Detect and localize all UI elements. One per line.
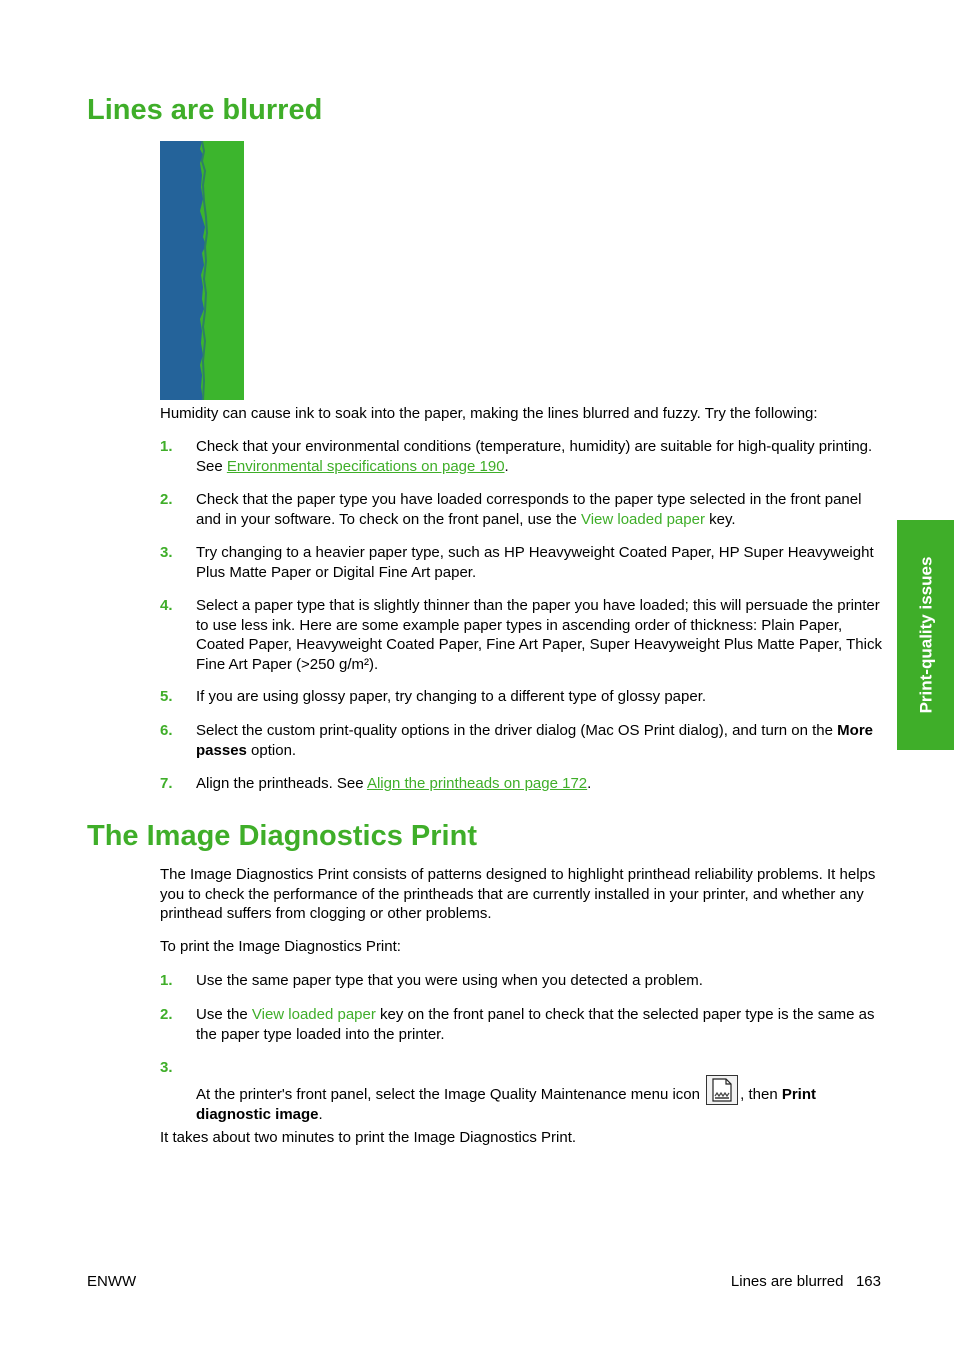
step-number: 4.	[160, 597, 173, 614]
list-item	[160, 687, 885, 707]
section-title-lines-blurred: Lines are blurred	[87, 94, 323, 126]
list-item	[160, 596, 885, 674]
step-number: 3.	[160, 544, 173, 561]
step-text: Use the same paper type that you were using when you detected a problem.	[196, 972, 703, 989]
list-item	[160, 1058, 885, 1125]
step-text: Check that the paper type you have loaded corresponds to the paper type selected in the front panel and in your software. To check on the front panel, use the	[196, 491, 862, 528]
side-tab-label: Print-quality issues	[915, 556, 935, 714]
more-passes-option: More passes	[196, 722, 874, 759]
list-item	[160, 490, 885, 529]
list-item	[160, 543, 885, 582]
step-text-end: .	[318, 1106, 323, 1123]
step-text: If you are using glossy paper, try changing to a different type of glossy paper.	[196, 688, 707, 705]
view-loaded-paper-link[interactable]: View loaded paper	[251, 1006, 376, 1023]
list-item	[160, 971, 885, 991]
align-printheads-link[interactable]: Align the printheads on page 172	[366, 775, 588, 792]
step-text: At the printer's front panel, select the Image Quality Maintenance menu icon	[196, 1086, 705, 1103]
list-item	[160, 1005, 885, 1044]
footer-left: ENWW	[87, 1273, 137, 1290]
step-text-end: key on the front panel to check that the selected paper type is the same as the paper type loaded into the printer.	[196, 1006, 875, 1043]
environmental-specs-link[interactable]: Environmental specifications on page 190	[226, 457, 505, 475]
step-text-end: .	[587, 775, 592, 792]
blurred-line-illustration	[160, 141, 244, 400]
view-loaded-paper-link[interactable]: View loaded paper	[580, 510, 705, 528]
step-number: 6.	[160, 722, 173, 739]
step-text-end: key.	[704, 510, 736, 528]
step-text: Use the	[196, 1006, 252, 1023]
step-number: 1.	[160, 438, 173, 455]
step-number: 1.	[160, 972, 173, 989]
step-text-mid: , then	[740, 1086, 782, 1103]
step-number: 3.	[160, 1059, 173, 1076]
chapter-side-tab	[897, 520, 954, 750]
step-number: 5.	[160, 688, 173, 705]
diagnostics-intro: The Image Diagnostics Print consists of patterns designed to highlight printhead reliability problems. It helps you to check the performance of the printheads that are currently installed in your printer, and whether any printhead suffers from clogging or other problems.	[160, 866, 876, 922]
step-text: Select the custom print-quality options in the driver dialog (Mac OS Print dialog), and turn on the	[196, 722, 838, 739]
diagnostics-lead: To print the Image Diagnostics Print:	[160, 938, 401, 955]
step-text-end: option.	[246, 741, 297, 759]
intro-paragraph: Humidity can cause ink to soak into the paper, making the lines blurred and fuzzy. Try the following:	[160, 405, 818, 422]
step-number: 2.	[160, 491, 173, 508]
step-text: Try changing to a heavier paper type, such as HP Heavyweight Coated Paper, HP Super Heavyweight Plus Matte Paper or Digital Fine Art paper.	[196, 544, 874, 581]
list-item	[160, 437, 885, 476]
step-text: Align the printheads. See	[196, 775, 367, 792]
step-text: Check that your environmental conditions (temperature, humidity) are suitable for high-quality printing. See	[196, 438, 873, 475]
list-item	[160, 774, 885, 794]
list-item	[160, 721, 885, 760]
step-number: 2.	[160, 1006, 173, 1023]
diagnostics-closing: It takes about two minutes to print the Image Diagnostics Print.	[160, 1129, 577, 1146]
print-diagnostic-image-option: Print diagnostic image	[196, 1086, 817, 1123]
section-title-image-diagnostics: The Image Diagnostics Print	[87, 820, 477, 852]
step-text-end: .	[504, 457, 509, 475]
footer-right: Lines are blurred 163	[730, 1273, 881, 1290]
step-text: Select a paper type that is slightly thinner than the paper you have loaded; this will persuade the printer to use less ink. Here are some example paper types in ascending order of thickness: Plain Paper, Coated Paper, Heavyweight Coated Paper, Fine Art Paper, Super Heavyweight Plus Matte Paper, Thick Fine Art Paper (>250 g/m²).	[196, 597, 882, 673]
image-quality-maintenance-icon	[706, 1075, 738, 1105]
step-number: 7.	[160, 775, 173, 792]
